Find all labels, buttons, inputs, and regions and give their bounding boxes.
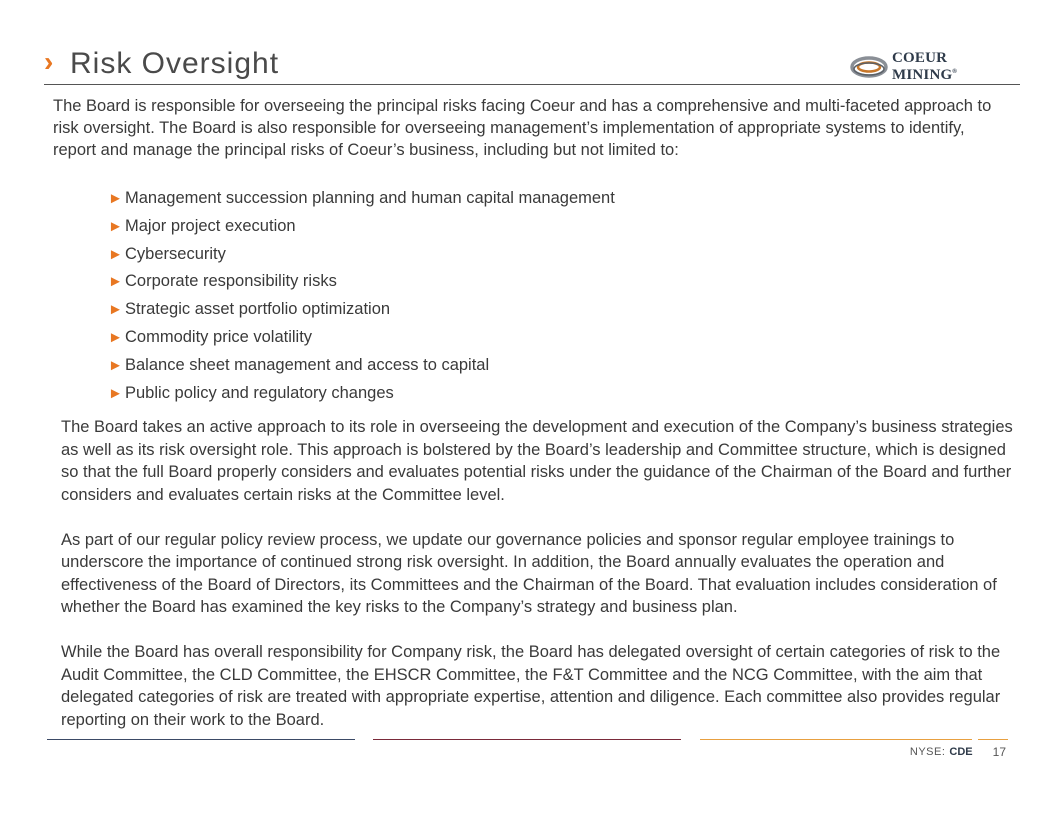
bullet-arrow-icon: ► bbox=[108, 273, 123, 291]
list-item: ► Balance sheet management and access to capital bbox=[108, 352, 615, 380]
intro-paragraph: The Board is responsible for overseeing the principal risks facing Coeur and has a comprehensive and multi-faceted approach to risk oversight. The Board is also responsible for overseeing management’s implementation of appropriate systems to identify, report and manage the principal risks of Coeur’s business, including but not limited to: bbox=[53, 97, 992, 159]
ticker-label: NYSE: bbox=[909, 746, 946, 758]
coeur-logo-icon bbox=[850, 55, 888, 79]
bullet-arrow-icon: ► bbox=[108, 301, 123, 319]
title-divider bbox=[44, 84, 1020, 85]
paragraph-delegated-oversight: While the Board has overall responsibility for Company risk, the Board has delegated oversight of certain categories of risk to the Audit Committee, the CLD Committee, the EHSCR Committee, the F&T Committee and the NCG Committee, with the aim that delegated categories of risk are treated with appropriate expertise, attention and diligence. Each committee also provides regular reporting on their work to the Board. bbox=[61, 643, 1001, 729]
bullet-arrow-icon: ► bbox=[108, 245, 123, 263]
list-item: ► Corporate responsibility risks bbox=[108, 268, 615, 296]
bullet-arrow-icon: ► bbox=[108, 384, 123, 402]
list-item: ► Strategic asset portfolio optimization bbox=[108, 296, 615, 324]
footer-rule-navy bbox=[47, 739, 355, 740]
page-number: 17 bbox=[992, 745, 1006, 759]
body-text bbox=[61, 416, 1021, 754]
footer bbox=[880, 744, 1006, 760]
company-logo bbox=[850, 50, 1016, 83]
list-item: ► Management succession planning and human capital management bbox=[108, 185, 615, 213]
bullet-arrow-icon: ► bbox=[108, 356, 123, 374]
list-item: ► Commodity price volatility bbox=[108, 324, 615, 352]
list-item: ► Major project execution bbox=[108, 213, 615, 241]
ticker-symbol: CDE bbox=[949, 746, 973, 758]
logo-wordmark: COEUR MINING® bbox=[892, 50, 957, 83]
footer-rule-maroon bbox=[373, 739, 681, 740]
footer-rule-gold-short bbox=[978, 739, 1008, 740]
paragraph-policy-review: As part of our regular policy review process, we update our governance policies and sponsor regular employee trainings to underscore the importance of continued strong risk oversight. In addition, the Board annually evaluates the operation and effectiveness of the Board of Directors, its Committees and the Chairman of the Board. That evaluation includes consideration of whether the Board has examined the key risks to the Company’s strategy and business plan. bbox=[61, 530, 997, 616]
list-item: ► Public policy and regulatory changes bbox=[108, 380, 615, 408]
list-item: ► Cybersecurity bbox=[108, 241, 615, 269]
bullet-arrow-icon: ► bbox=[108, 217, 123, 235]
paragraph-board-approach: The Board takes an active approach to its role in overseeing the development and execution of the Company’s business strategies as well as its risk oversight role. This approach is bolstered by the Board’s leadership and Committee structure, which is designed so that the full Board properly considers and evaluates potential risks under the guidance of the Chairman of the Board and further considers and evaluates certain risks at the Committee level. bbox=[61, 418, 1013, 504]
bullet-arrow-icon: ► bbox=[108, 328, 123, 346]
footer-rule-gold bbox=[700, 739, 972, 740]
chevron-right-icon: › bbox=[44, 46, 54, 77]
bullet-arrow-icon: ► bbox=[108, 190, 123, 207]
page-title: Risk Oversight bbox=[70, 47, 280, 80]
title-row bbox=[44, 44, 279, 84]
risk-list bbox=[108, 185, 615, 407]
